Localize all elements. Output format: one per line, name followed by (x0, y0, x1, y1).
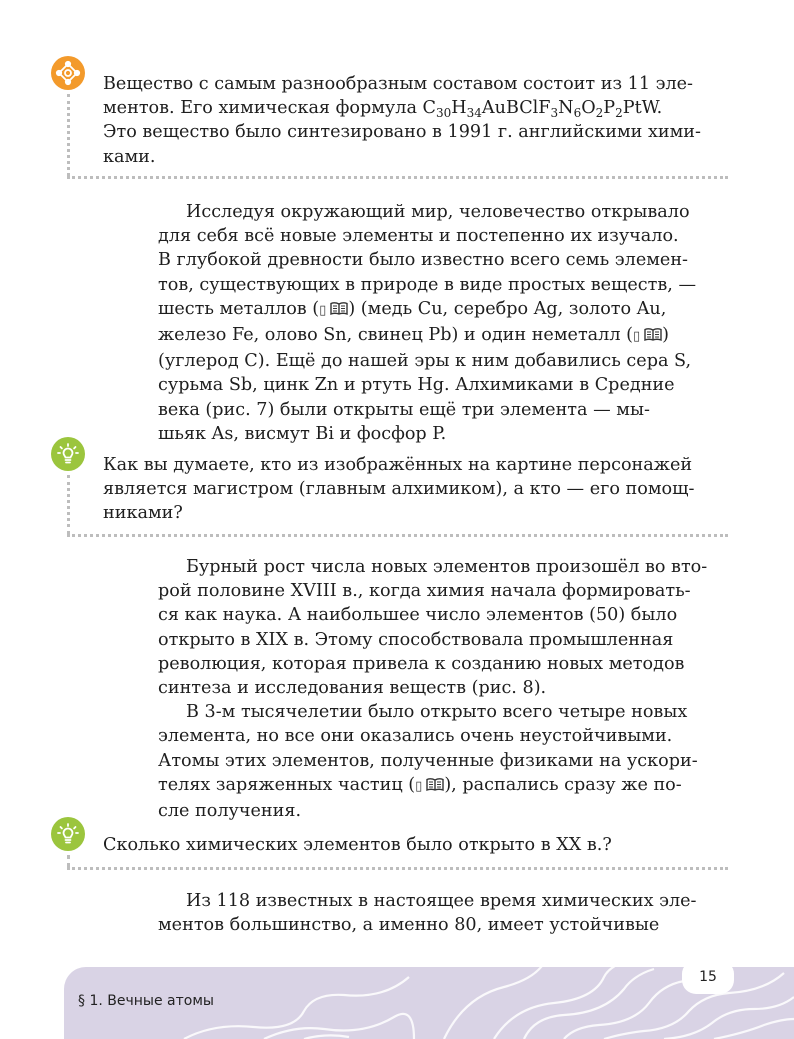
question-text (103, 453, 728, 526)
text-line: никами? (103, 503, 183, 524)
text-line: В 3-м тысячелетии было открыто всего четыре новых (186, 702, 688, 723)
note-text (103, 72, 728, 169)
question-border-bottom (67, 534, 728, 537)
text-line: Сколько химических элементов было открыто в XX в.? (103, 835, 612, 855)
text-line: шьяк As, висмут Bi и фосфор P. (158, 423, 447, 444)
text-line: элемента, но все они оказались очень неустойчивыми. (158, 726, 673, 747)
question-text (103, 833, 728, 857)
book-icon (426, 774, 444, 787)
text-line: телях заряженных частиц (▯ ), распались сразу же по- (158, 773, 728, 799)
chemical-formula: $C_{30}H_{34}AuBClF_3N_6O_2P_2PtW$. (422, 98, 663, 121)
text-line: Как вы думаете, кто из изображённых на картине персонажей (103, 455, 693, 475)
question-border-left (67, 855, 70, 867)
text-line: для себя всё новые элементы и постепенно их изучало. (158, 226, 679, 247)
text-line: (углерод C). Ещё до нашей эры к ним добавились сера S, (158, 351, 692, 372)
text-line: железо Fe, олово Sn, свинец Pb) и один неметалл (▯ ) (158, 323, 728, 349)
body-paragraph (158, 889, 728, 937)
note-border-left (67, 94, 70, 176)
text-line: открыто в XIX в. Этому способствовала промышленная (158, 629, 674, 650)
reference-marker-icon: ▯ (632, 329, 641, 345)
text-line: шесть металлов (▯ ) (медь Cu, серебро Ag, золото Au, (158, 297, 728, 323)
lightbulb-icon (51, 437, 85, 471)
question-border-bottom (67, 867, 728, 870)
text-line: рой половине XVIII в., когда химия начала формировать- (158, 581, 691, 602)
book-icon (330, 298, 348, 311)
text-line: ся как наука. А наибольшее число элементов (50) было (158, 605, 678, 626)
text-line: является магистром (главным алхимиком), а кто — его помощ- (103, 479, 695, 500)
page-number: 15 (682, 960, 734, 994)
body-paragraph (158, 555, 728, 823)
text-line: Из 118 известных в настоящее время химических эле- (186, 891, 697, 911)
text-line: революция, которая привела к созданию новых методов (158, 653, 685, 674)
text-line: Бурный рост числа новых элементов произошёл во вто- (186, 557, 708, 577)
body-paragraph (158, 200, 728, 446)
note-line: ками. (103, 146, 156, 167)
text-line: века (рис. 7) были открыты ещё три элемента — мы- (158, 399, 650, 420)
book-icon (644, 324, 662, 337)
section-title: § 1. Вечные атомы (78, 993, 214, 1009)
lightbulb-icon (51, 817, 85, 851)
text-line: сурьма Sb, цинк Zn и ртуть Hg. Алхимиками в Средние (158, 375, 675, 396)
reference-marker-icon: ▯ (415, 778, 423, 794)
note-line: Это вещество было синтезировано в 1991 г. английскими хими- (103, 122, 701, 143)
question-border-left (67, 475, 70, 534)
text-line: Исследуя окружающий мир, человечество открывало (186, 202, 690, 222)
text-line: синтеза и исследования веществ (рис. 8). (158, 678, 547, 699)
text-line: В глубокой древности было известно всего семь элемен- (158, 250, 688, 271)
note-line: Вещество с самым разнообразным составом состоит из 11 эле- (103, 74, 694, 94)
atom-model-icon (51, 56, 85, 90)
note-line-formula: ментов. Его химическая формула $C_{30}H_{34}AuBClF_3N_6O_2P_2PtW$. (103, 98, 663, 121)
reference-marker-icon: ▯ (319, 302, 327, 318)
text-line: Атомы этих элементов, полученные физиками на ускори- (158, 750, 698, 771)
text-line: тов, существующих в природе в виде простых веществ, — (158, 274, 697, 295)
text-line: сле получения. (158, 801, 302, 822)
text-line: ментов большинство, а именно 80, имеет устойчивые (158, 915, 660, 936)
note-border-bottom (67, 176, 728, 179)
